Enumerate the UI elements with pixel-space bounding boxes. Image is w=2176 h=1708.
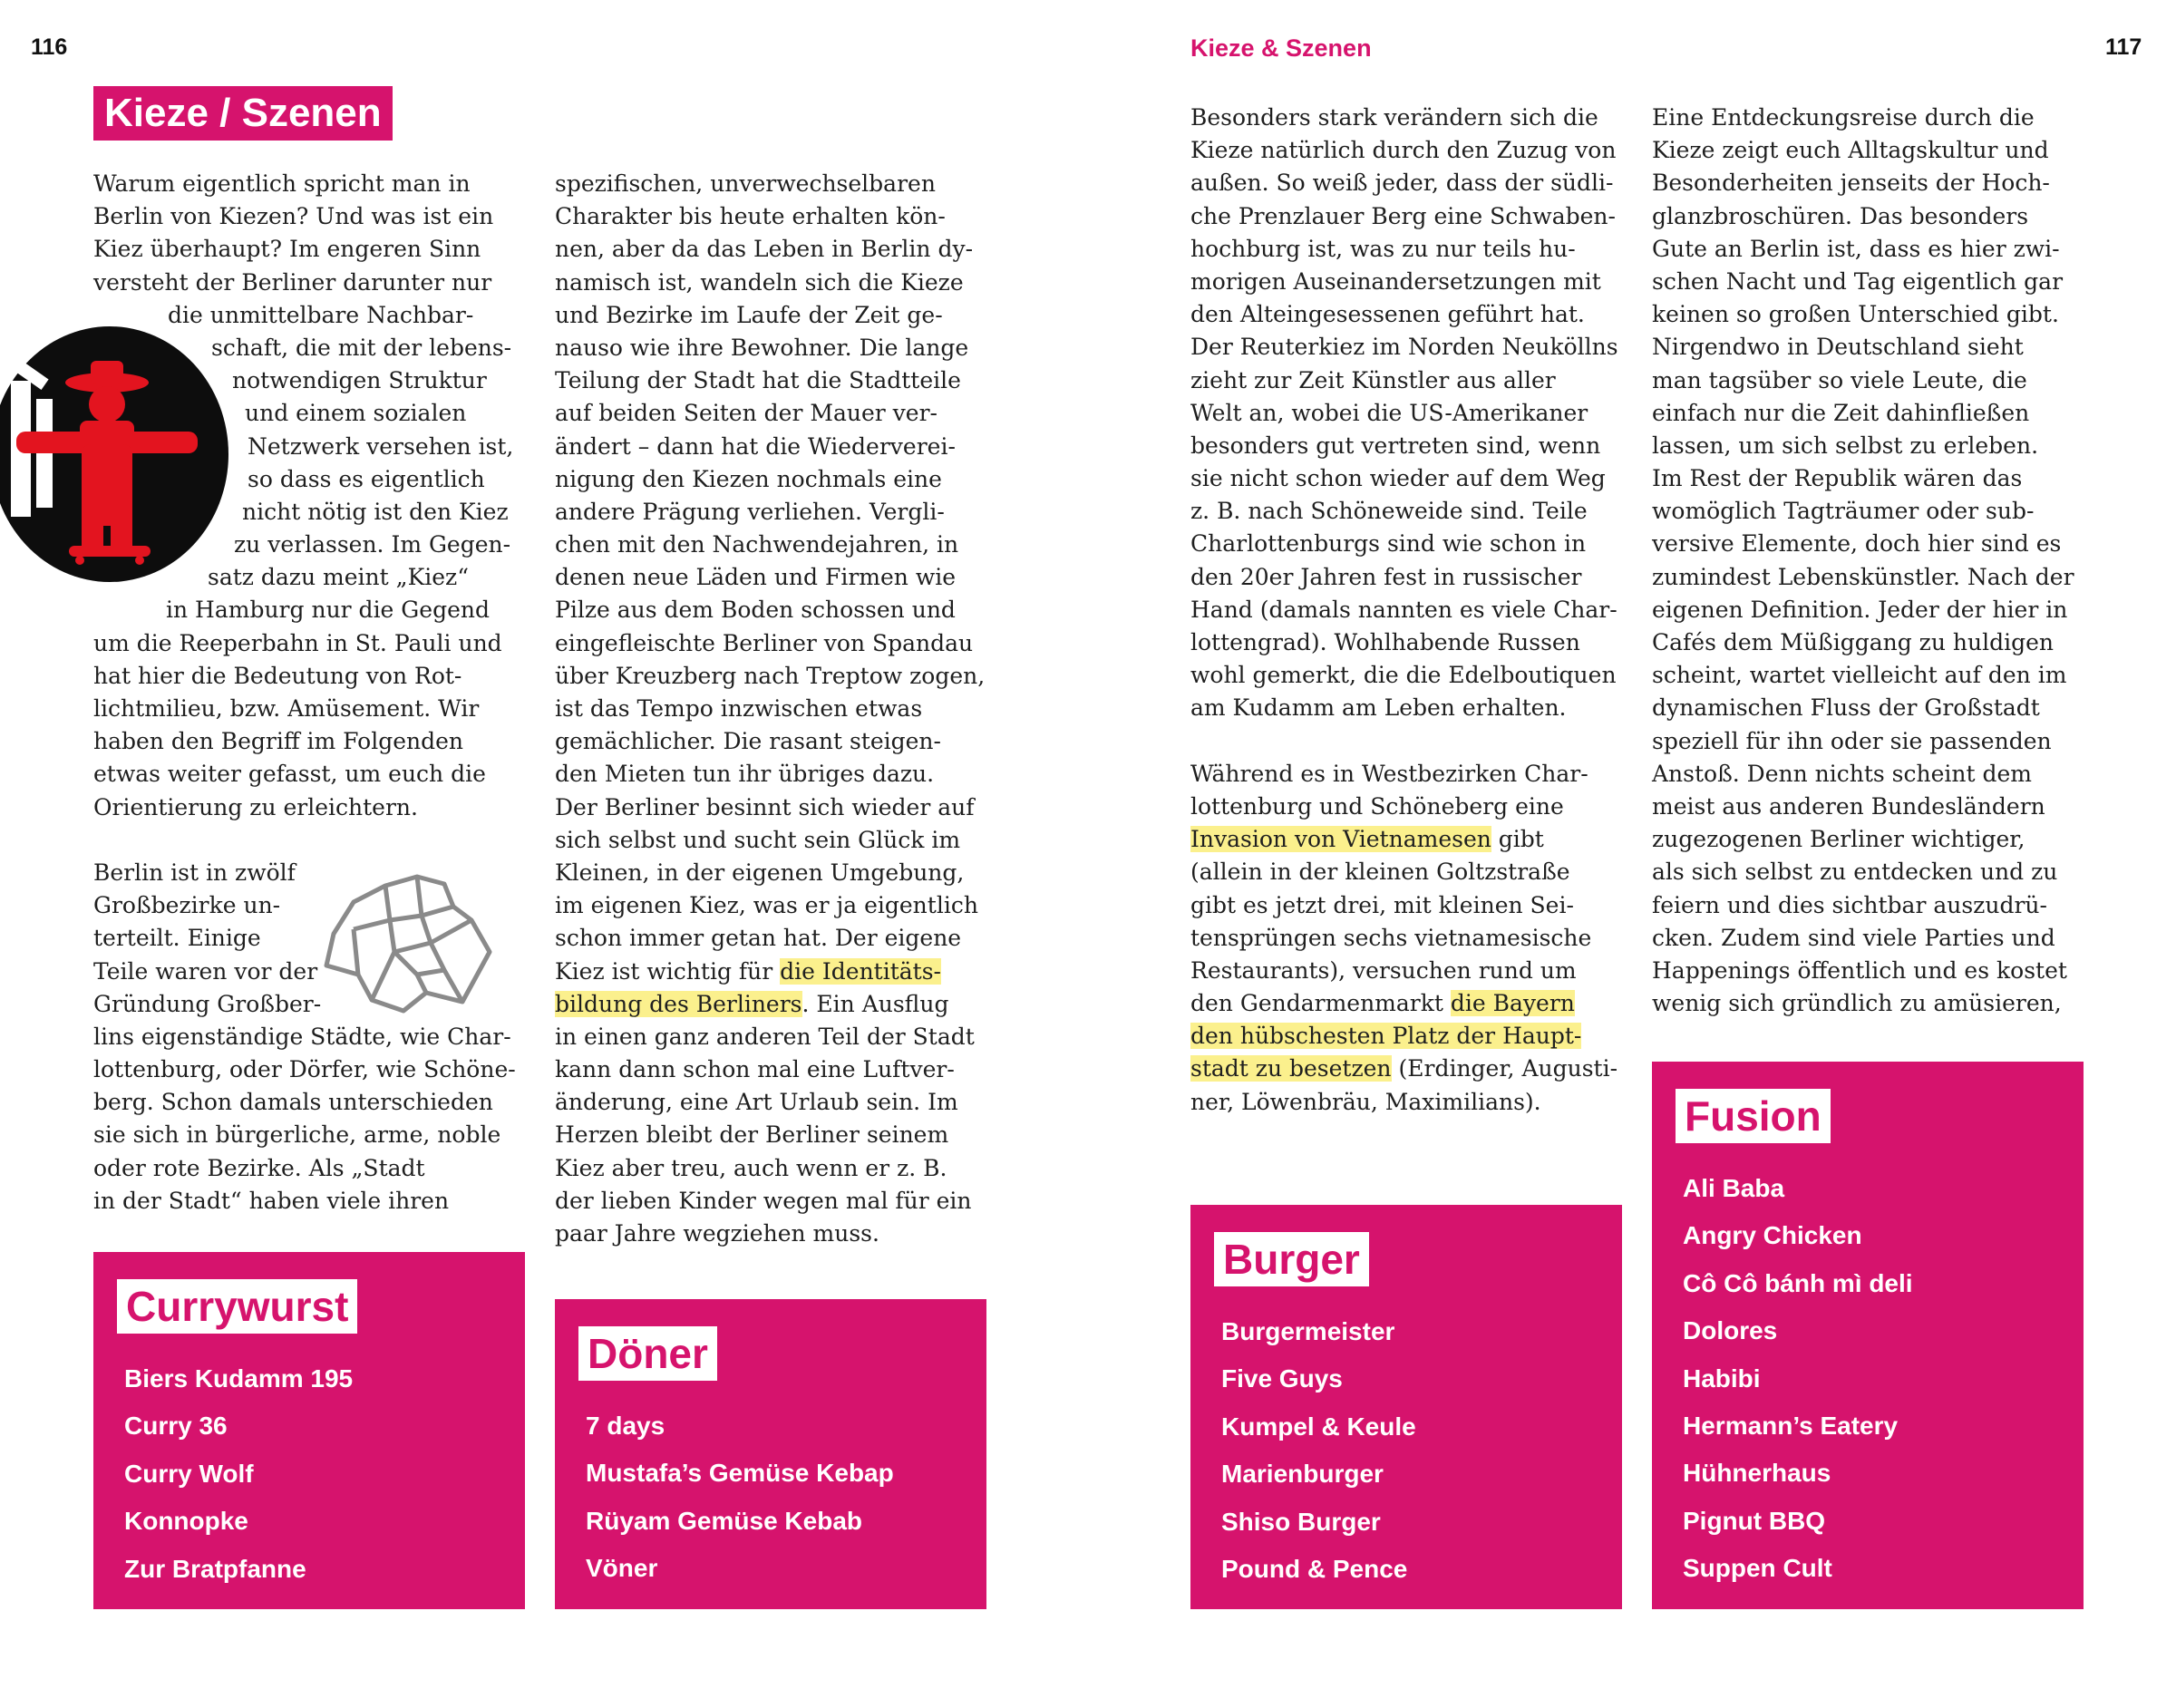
text-line: als sich selbst zu entdecken und zu xyxy=(1652,859,2058,886)
text-line: Kiez überhaupt? Im engeren Sinn xyxy=(93,236,481,263)
fusion-box xyxy=(1652,1062,2084,1609)
text-line: hochburg ist, was zu nur teils hu- xyxy=(1190,235,1576,262)
text-line: Kieze zeigt euch Alltagskultur und xyxy=(1652,137,2049,164)
text-line: meist aus anderen Bundesländern xyxy=(1652,792,2045,820)
text-line: versteht der Berliner darunter nur xyxy=(93,268,492,296)
text-line: Herzen bleibt der Berliner seinem xyxy=(555,1121,949,1149)
text-line: Im Rest der Republik wären das xyxy=(1652,465,2023,492)
text-line: so dass es eigentlich xyxy=(248,465,485,492)
text-line: lassen, um sich selbst zu erleben. xyxy=(1652,432,2039,459)
text-line: haben den Begriff im Folgenden xyxy=(93,728,463,755)
text-line: in einen ganz anderen Teil der Stadt xyxy=(555,1023,975,1050)
list-item: Burgermeister xyxy=(1221,1317,1395,1345)
text-line: Gute an Berlin ist, dass es hier zwi- xyxy=(1652,235,2060,262)
text-line: außen. So weiß jeder, dass der südli- xyxy=(1190,170,1614,197)
highlighted-text: die Bayern xyxy=(1450,990,1575,1017)
text-line: schaft, die mit der lebens- xyxy=(211,334,512,361)
text-line: andere Prägung verliehen. Vergli- xyxy=(555,498,945,525)
list-item: Pignut BBQ xyxy=(1683,1506,1826,1535)
text-line: notwendigen Struktur xyxy=(232,367,487,394)
list-item: Hermann’s Eatery xyxy=(1683,1411,1899,1440)
text-line: Der Reuterkiez im Norden Neuköllns xyxy=(1190,334,1618,361)
text-line: Teile waren vor der xyxy=(93,957,318,985)
text-line: lottengrad). Wohlhabende Russen xyxy=(1190,629,1580,655)
text-line: dynamischen Fluss der Großstadt xyxy=(1652,694,2040,722)
text-line: che Prenzlauer Berg eine Schwaben- xyxy=(1190,202,1616,229)
list-item: Mustafa’s Gemüse Kebap xyxy=(586,1459,894,1488)
text-line: Gründung Großber- xyxy=(93,990,322,1017)
text-line: z. B. nach Schöneweide sind. Teile xyxy=(1190,498,1588,525)
text-line: Invasion von Vietnamesen gibt xyxy=(1190,826,1544,853)
text-line: Hand (damals nannten es viele Char- xyxy=(1190,596,1617,623)
text-line: Kleinen, in der eigenen Umgebung, xyxy=(555,859,965,886)
text-line: sich selbst und sucht sein Glück im xyxy=(555,826,961,853)
berlin-districts-map-icon xyxy=(317,866,503,1015)
text-line: den Alteingesessenen geführt hat. xyxy=(1190,301,1585,328)
text-line: besonders gut vertreten sind, wenn xyxy=(1190,432,1601,459)
text-line: nigung den Kiezen nochmals eine xyxy=(555,465,942,492)
text-line: Großbezirke un- xyxy=(93,892,281,919)
text-line: Charlottenburgs sind wie schon in xyxy=(1190,530,1587,558)
text-line: Cafés dem Müßiggang zu huldigen xyxy=(1652,629,2054,655)
text-line: gemächlicher. Die rasant steigen- xyxy=(555,728,941,755)
restaurant-list xyxy=(1683,1165,1913,1593)
list-item: Curry Wolf xyxy=(124,1459,254,1488)
box-title: Fusion xyxy=(1676,1089,1831,1143)
text-line: namisch ist, wandeln sich die Kieze xyxy=(555,268,964,296)
text-line: schen Nacht und Tag eigentlich gar xyxy=(1652,267,2064,295)
text-line: man tagsüber so viele Leute, die xyxy=(1652,366,2027,393)
page-number-left: 116 xyxy=(31,34,68,60)
text-line: nauso wie ihre Bewohner. Die lange xyxy=(555,334,969,361)
list-item: Hühnerhaus xyxy=(1683,1459,1831,1488)
text-column-2 xyxy=(555,168,990,1250)
text-line: lottenburg und Schöneberg eine xyxy=(1190,792,1564,820)
text-line: satz dazu meint „Kiez“ xyxy=(208,564,469,591)
text-line: Charakter bis heute erhalten kön- xyxy=(555,203,946,230)
text-line: stadt zu besetzen (Erdinger, Augusti- xyxy=(1190,1055,1618,1082)
text-line: Restaurants), versuchen rund um xyxy=(1190,956,1577,984)
running-head: Kieze & Szenen xyxy=(1190,34,1372,62)
text-column-3 xyxy=(1190,102,1626,1119)
text-line: Besonders stark verändern sich die xyxy=(1190,104,1598,131)
text-line: berg. Schon damals unterschieden xyxy=(93,1089,493,1116)
text-line: terteilt. Einige xyxy=(93,925,261,952)
text-line: Berlin von Kiezen? Und was ist ein xyxy=(93,203,494,230)
text-line: glanzbroschüren. Das besonders xyxy=(1652,202,2029,229)
text-line: Kiez ist wichtig für die Identitäts- xyxy=(555,957,941,985)
text-line: Nirgendwo in Deutschland sieht xyxy=(1652,334,2024,361)
text-line: den Gendarmenmarkt die Bayern xyxy=(1190,990,1575,1017)
text-line: zumindest Lebenskünstler. Nach der xyxy=(1652,563,2074,590)
section-title: Kieze / Szenen xyxy=(93,86,393,141)
text-line: Besonderheiten jenseits der Hoch- xyxy=(1652,170,2050,197)
text-line: Pilze aus dem Boden schossen und xyxy=(555,597,956,624)
text-line: oder rote Bezirke. Als „Stadt xyxy=(93,1154,425,1181)
text-line: etwas weiter gefasst, um euch die xyxy=(93,761,486,788)
list-item: Biers Kudamm 195 xyxy=(124,1364,354,1393)
text-line: Während es in Westbezirken Char- xyxy=(1190,760,1588,787)
list-item: Rüyam Gemüse Kebab xyxy=(586,1506,862,1535)
text-line: in Hamburg nur die Gegend xyxy=(166,597,490,624)
text-line: Netzwerk versehen ist, xyxy=(248,432,514,460)
list-item: Angry Chicken xyxy=(1683,1221,1862,1250)
highlighted-text: stadt zu besetzen xyxy=(1190,1055,1392,1082)
text-line: ner, Löwenbräu, Maximilians). xyxy=(1190,1088,1541,1115)
text-line: spezifischen, unverwechselbaren xyxy=(555,170,936,197)
currywurst-box xyxy=(93,1252,525,1609)
text-line: Happenings öffentlich und es kostet xyxy=(1652,956,2067,984)
highlighted-text: bildung des Berliners xyxy=(555,990,802,1017)
list-item: Ali Baba xyxy=(1683,1174,1785,1202)
text-line: Orientierung zu erleichtern. xyxy=(93,793,418,820)
text-line: am Kudamm am Leben erhalten. xyxy=(1190,694,1567,722)
text-line: auf beiden Seiten der Mauer ver- xyxy=(555,400,937,427)
text-line: im eigenen Kiez, was er ja eigentlich xyxy=(555,892,978,919)
text-line: bildung des Berliners. Ein Ausflug xyxy=(555,990,949,1017)
text-line: ändert – dann hat die Wiederverei- xyxy=(555,432,956,460)
text-line: sie nicht schon wieder auf dem Weg xyxy=(1190,465,1606,492)
list-item: 7 days xyxy=(586,1412,665,1440)
text-line: scheint, wartet vielleicht auf den im xyxy=(1652,662,2067,689)
text-line: und Bezirke im Laufe der Zeit ge- xyxy=(555,301,943,328)
list-item: Kumpel & Keule xyxy=(1221,1412,1416,1441)
text-line: eigenen Definition. Jeder der hier in xyxy=(1652,596,2068,623)
text-line: änderung, eine Art Urlaub sein. Im xyxy=(555,1089,958,1116)
text-line: die unmittelbare Nachbar- xyxy=(168,301,474,328)
text-line: und einem sozialen xyxy=(245,400,467,427)
highlighted-text: den hübschesten Platz der Haupt- xyxy=(1190,1023,1582,1050)
text-line: feiern und dies sichtbar auszudrü- xyxy=(1652,891,2047,918)
text-line: ist das Tempo inzwischen etwas xyxy=(555,695,923,722)
list-item: Konnopke xyxy=(124,1507,248,1536)
restaurant-list xyxy=(586,1402,894,1593)
text-line: zieht zur Zeit Künstler aus aller xyxy=(1190,366,1556,393)
text-line: lottenburg, oder Dörfer, wie Schöne- xyxy=(93,1056,516,1083)
text-line: Teilung der Stadt hat die Stadtteile xyxy=(555,367,961,394)
text-line: den 20er Jahren fest in russischer xyxy=(1190,563,1582,590)
text-line: wenig sich gründlich zu amüsieren, xyxy=(1652,990,2062,1017)
text-line: der lieben Kinder wegen mal für ein xyxy=(555,1187,972,1214)
text-line: den Mieten tun ihr übriges dazu. xyxy=(555,761,935,788)
text-line: nen, aber da das Leben in Berlin dy- xyxy=(555,236,974,263)
text-line: zu verlassen. Im Gegen- xyxy=(234,531,511,558)
text-line: versive Elemente, doch hier sind es xyxy=(1652,530,2062,558)
text-line: wohl gemerkt, die die Edelboutiquen xyxy=(1190,662,1617,689)
text-line: denen neue Läden und Firmen wie xyxy=(555,564,957,591)
list-item: Pound & Pence xyxy=(1221,1554,1408,1583)
text-line: Kiez aber treu, auch wenn er z. B. xyxy=(555,1154,947,1181)
text-line: eingefleischte Berliner von Spandau xyxy=(555,629,974,656)
list-item: Vöner xyxy=(586,1554,658,1583)
text-line: chen mit den Nachwendejahren, in xyxy=(555,531,959,558)
text-line: hat hier die Bedeutung von Rot- xyxy=(93,662,462,689)
box-title: Döner xyxy=(578,1326,717,1381)
box-title: Currywurst xyxy=(117,1279,357,1334)
text-line: über Kreuzberg nach Treptow zogen, xyxy=(555,662,986,689)
text-line: Kieze natürlich durch den Zuzug von xyxy=(1190,137,1617,164)
highlighted-text: Invasion von Vietnamesen xyxy=(1190,826,1491,853)
list-item: Cô Cô bánh mì deli xyxy=(1683,1268,1913,1297)
text-line: Warum eigentlich spricht man in xyxy=(93,170,471,197)
text-line: Eine Entdeckungsreise durch die xyxy=(1652,104,2035,131)
text-line: Der Berliner besinnt sich wieder auf xyxy=(555,793,975,820)
text-line: (allein in der kleinen Goltzstraße xyxy=(1190,859,1570,886)
list-item: Dolores xyxy=(1683,1316,1778,1345)
page-number-right: 117 xyxy=(2105,34,2142,60)
list-item: Zur Bratpfanne xyxy=(124,1554,306,1583)
list-item: Habibi xyxy=(1683,1363,1761,1393)
text-line: tensprüngen sechs vietnamesische xyxy=(1190,924,1592,951)
text-line: schon immer getan hat. Der eigene xyxy=(555,925,962,952)
text-line: gibt es jetzt drei, mit kleinen Sei- xyxy=(1190,891,1574,918)
restaurant-list xyxy=(1221,1308,1416,1593)
text-line: Welt an, wobei die US-Amerikaner xyxy=(1190,399,1588,426)
restaurant-list xyxy=(124,1355,353,1593)
list-item: Five Guys xyxy=(1221,1364,1343,1393)
text-line: nicht nötig ist den Kiez xyxy=(242,498,509,525)
text-line: zugezogenen Berliner wichtiger, xyxy=(1652,826,2025,853)
list-item: Marienburger xyxy=(1221,1460,1384,1489)
text-line: um die Reeperbahn in St. Pauli und xyxy=(93,629,502,656)
text-line: einfach nur die Zeit dahinfließen xyxy=(1652,399,2030,426)
text-line: Anstoß. Denn nichts scheint dem xyxy=(1652,760,2033,787)
text-line: speziell für ihn oder sie passenden xyxy=(1652,727,2052,754)
text-line: Berlin ist in zwölf xyxy=(93,859,296,886)
text-column-4 xyxy=(1652,102,2087,1020)
text-line: lichtmilieu, bzw. Amüsement. Wir xyxy=(93,695,480,722)
text-line: kann dann schon mal eine Luftver- xyxy=(555,1056,955,1083)
text-line: in der Stadt“ haben viele ihren xyxy=(93,1187,450,1214)
list-item: Shiso Burger xyxy=(1221,1507,1381,1536)
text-line: paar Jahre wegziehen muss. xyxy=(555,1220,879,1247)
text-line: morigen Auseinandersetzungen mit xyxy=(1190,267,1601,295)
text-line: sie sich in bürgerliche, arme, noble xyxy=(93,1121,501,1149)
highlighted-text: die Identitäts- xyxy=(780,957,941,985)
text-line: lins eigenständige Städte, wie Char- xyxy=(93,1023,511,1050)
text-line: womöglich Tagträumer oder sub- xyxy=(1652,498,2035,525)
box-title: Burger xyxy=(1214,1232,1369,1286)
text-line xyxy=(1190,1020,1626,1053)
doener-box xyxy=(555,1299,986,1609)
list-item: Suppen Cult xyxy=(1683,1554,1832,1583)
text-line: cken. Zudem sind viele Parties und xyxy=(1652,924,2055,951)
burger-box xyxy=(1190,1205,1622,1609)
text-column-1 xyxy=(93,168,529,1218)
list-item: Curry 36 xyxy=(124,1412,228,1441)
text-line: keinen so großen Unterschied gibt. xyxy=(1652,301,2059,328)
